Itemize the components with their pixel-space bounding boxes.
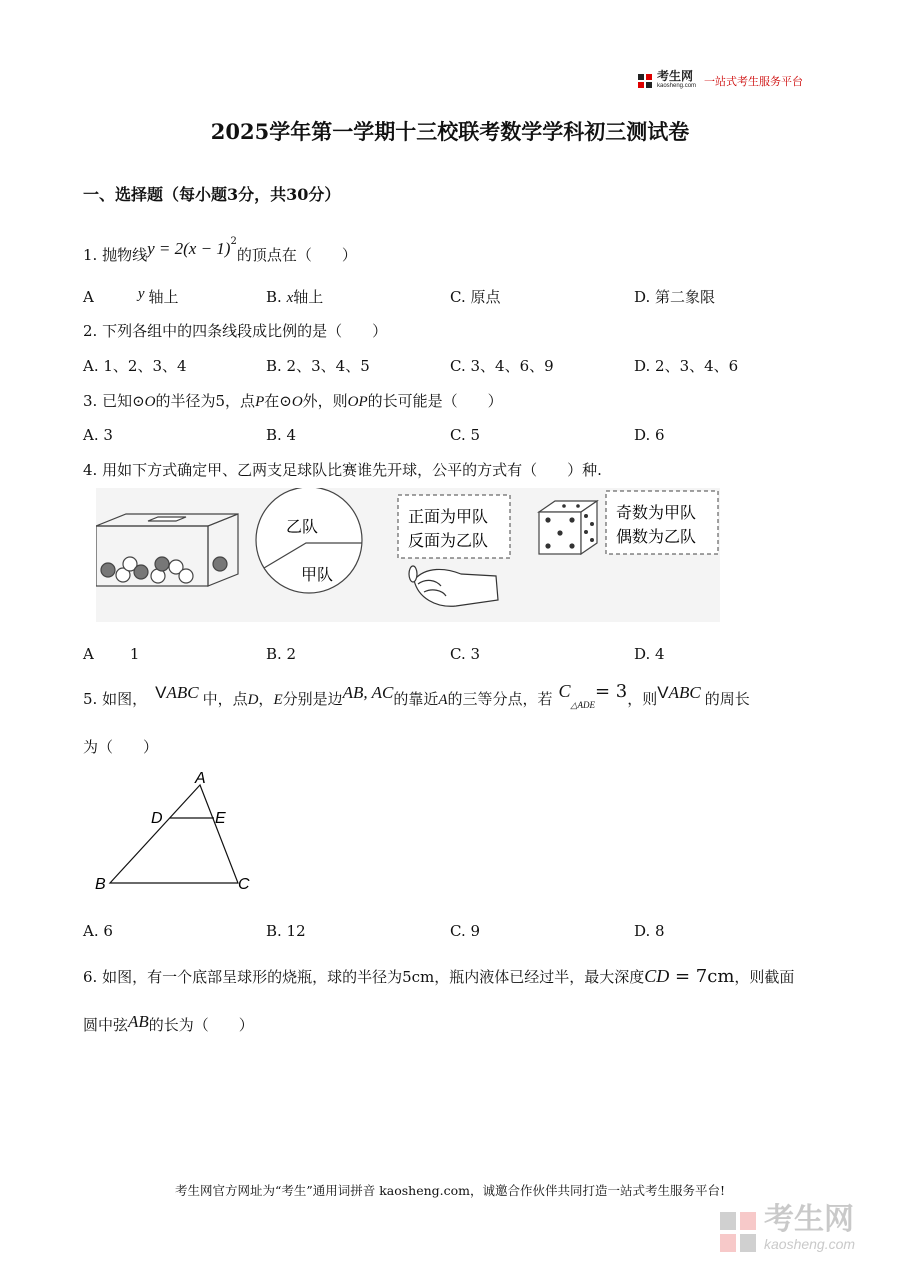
q3-option-b[interactable]: B. 4 [266, 426, 297, 444]
watermark-brand: 考生网 [764, 1203, 854, 1236]
label-a: A [195, 770, 206, 787]
triangle-abc [110, 785, 238, 883]
label-c: C [238, 876, 250, 893]
logo-brand: 考生网 [657, 69, 694, 83]
q5-option-a[interactable]: A. 6 [83, 922, 113, 940]
q3-option-a[interactable]: A. 3 [83, 426, 113, 444]
question-4: 4. 用如下方式确定甲、乙两支足球队比赛谁先开球，公平的方式有（ ）种. [83, 461, 602, 479]
q5-option-d[interactable]: D. 8 [634, 922, 665, 940]
q1-option-b[interactable]: B. x轴上 [266, 288, 324, 306]
label-d: D [151, 810, 163, 827]
q4-figure [96, 488, 720, 622]
q4-option-a[interactable]: A 1 [83, 645, 140, 663]
label-e: E [215, 810, 226, 827]
dice-label-2: 偶数为乙队 [616, 529, 697, 546]
coin-label-2: 反面为乙队 [408, 533, 489, 550]
q5-option-c[interactable]: C. 9 [450, 922, 481, 940]
q5-triangle-figure [90, 765, 260, 895]
question-1: 1. 抛物线$y = 2(x - 1)^2$的顶点在（ ） [83, 236, 357, 264]
q4-option-d[interactable]: D. 4 [634, 645, 665, 663]
pie-label-bottom: 甲队 [301, 567, 334, 584]
q2-option-a[interactable]: A. 1、2、3、4 [83, 357, 187, 375]
question-6: 6. 如图，有一个底部呈球形的烧瓶，球的半径为5cm，瓶内液体已经过半，最大深度CD = 7cm，则截面 [83, 966, 795, 987]
q1-formula: y = 2(x − 1) [147, 239, 231, 258]
q1-option-a[interactable]: A y 轴上 [83, 286, 179, 306]
logo-domain: kaosheng.com [657, 83, 697, 89]
footer-text: 考生网官方网址为“考生”通用词拼音 kaosheng.com，诚邀合作伙伴共同打造一站式考生服务平台! [174, 1183, 726, 1198]
q4-option-b[interactable]: B. 2 [266, 645, 297, 663]
coin-label-1: 正面为甲队 [408, 509, 489, 526]
page-title: 2025学年第一学期十三校联考数学学科初三测试卷 [210, 119, 690, 144]
section-heading: 一、选择题（每小题3分，共30分） [83, 185, 341, 204]
q3-option-c[interactable]: C. 5 [450, 426, 481, 444]
q2-option-d[interactable]: D. 2、3、4、6 [634, 357, 739, 375]
question-2: 2. 下列各组中的四条线段成比例的是（ ） [83, 322, 388, 340]
question-6-cont: 圆中弦AB的长为（ ） [83, 1012, 254, 1034]
question-5: 5. 如图， VABC 中，点D，E分别是边AB, AC的靠近A的三等分点，若 $C_{\triangle ADE}= 3$，则VABC 的周长 [83, 681, 750, 710]
logo-mark-icon [637, 73, 653, 89]
question-3: 3. 已知⊙O的半径为5，点P在⊙O外，则OP的长可能是（ ） [83, 392, 503, 410]
pie-label-top: 乙队 [286, 519, 319, 536]
question-5-cont: 为（ ） [83, 738, 159, 756]
dice-label-1: 奇数为甲队 [616, 505, 697, 522]
watermark-mark-icon [718, 1210, 758, 1254]
q1-option-c[interactable]: C. 原点 [450, 288, 501, 306]
watermark-domain: kaosheng.com [764, 1236, 856, 1252]
spinner-pie-icon [256, 488, 362, 593]
logo-slogan: 一站式考生服务平台 [704, 76, 804, 88]
q3-option-d[interactable]: D. 6 [634, 426, 665, 444]
q2-option-b[interactable]: B. 2、3、4、5 [266, 357, 370, 375]
header-logo [637, 71, 803, 91]
q4-option-c[interactable]: C. 3 [450, 645, 481, 663]
label-b: B [95, 876, 106, 893]
q5-option-b[interactable]: B. 12 [266, 922, 306, 940]
dice-icon [539, 501, 597, 554]
watermark-logo [718, 1203, 856, 1256]
q2-option-c[interactable]: C. 3、4、6、9 [450, 357, 554, 375]
q1-option-d[interactable]: D. 第二象限 [634, 288, 716, 306]
